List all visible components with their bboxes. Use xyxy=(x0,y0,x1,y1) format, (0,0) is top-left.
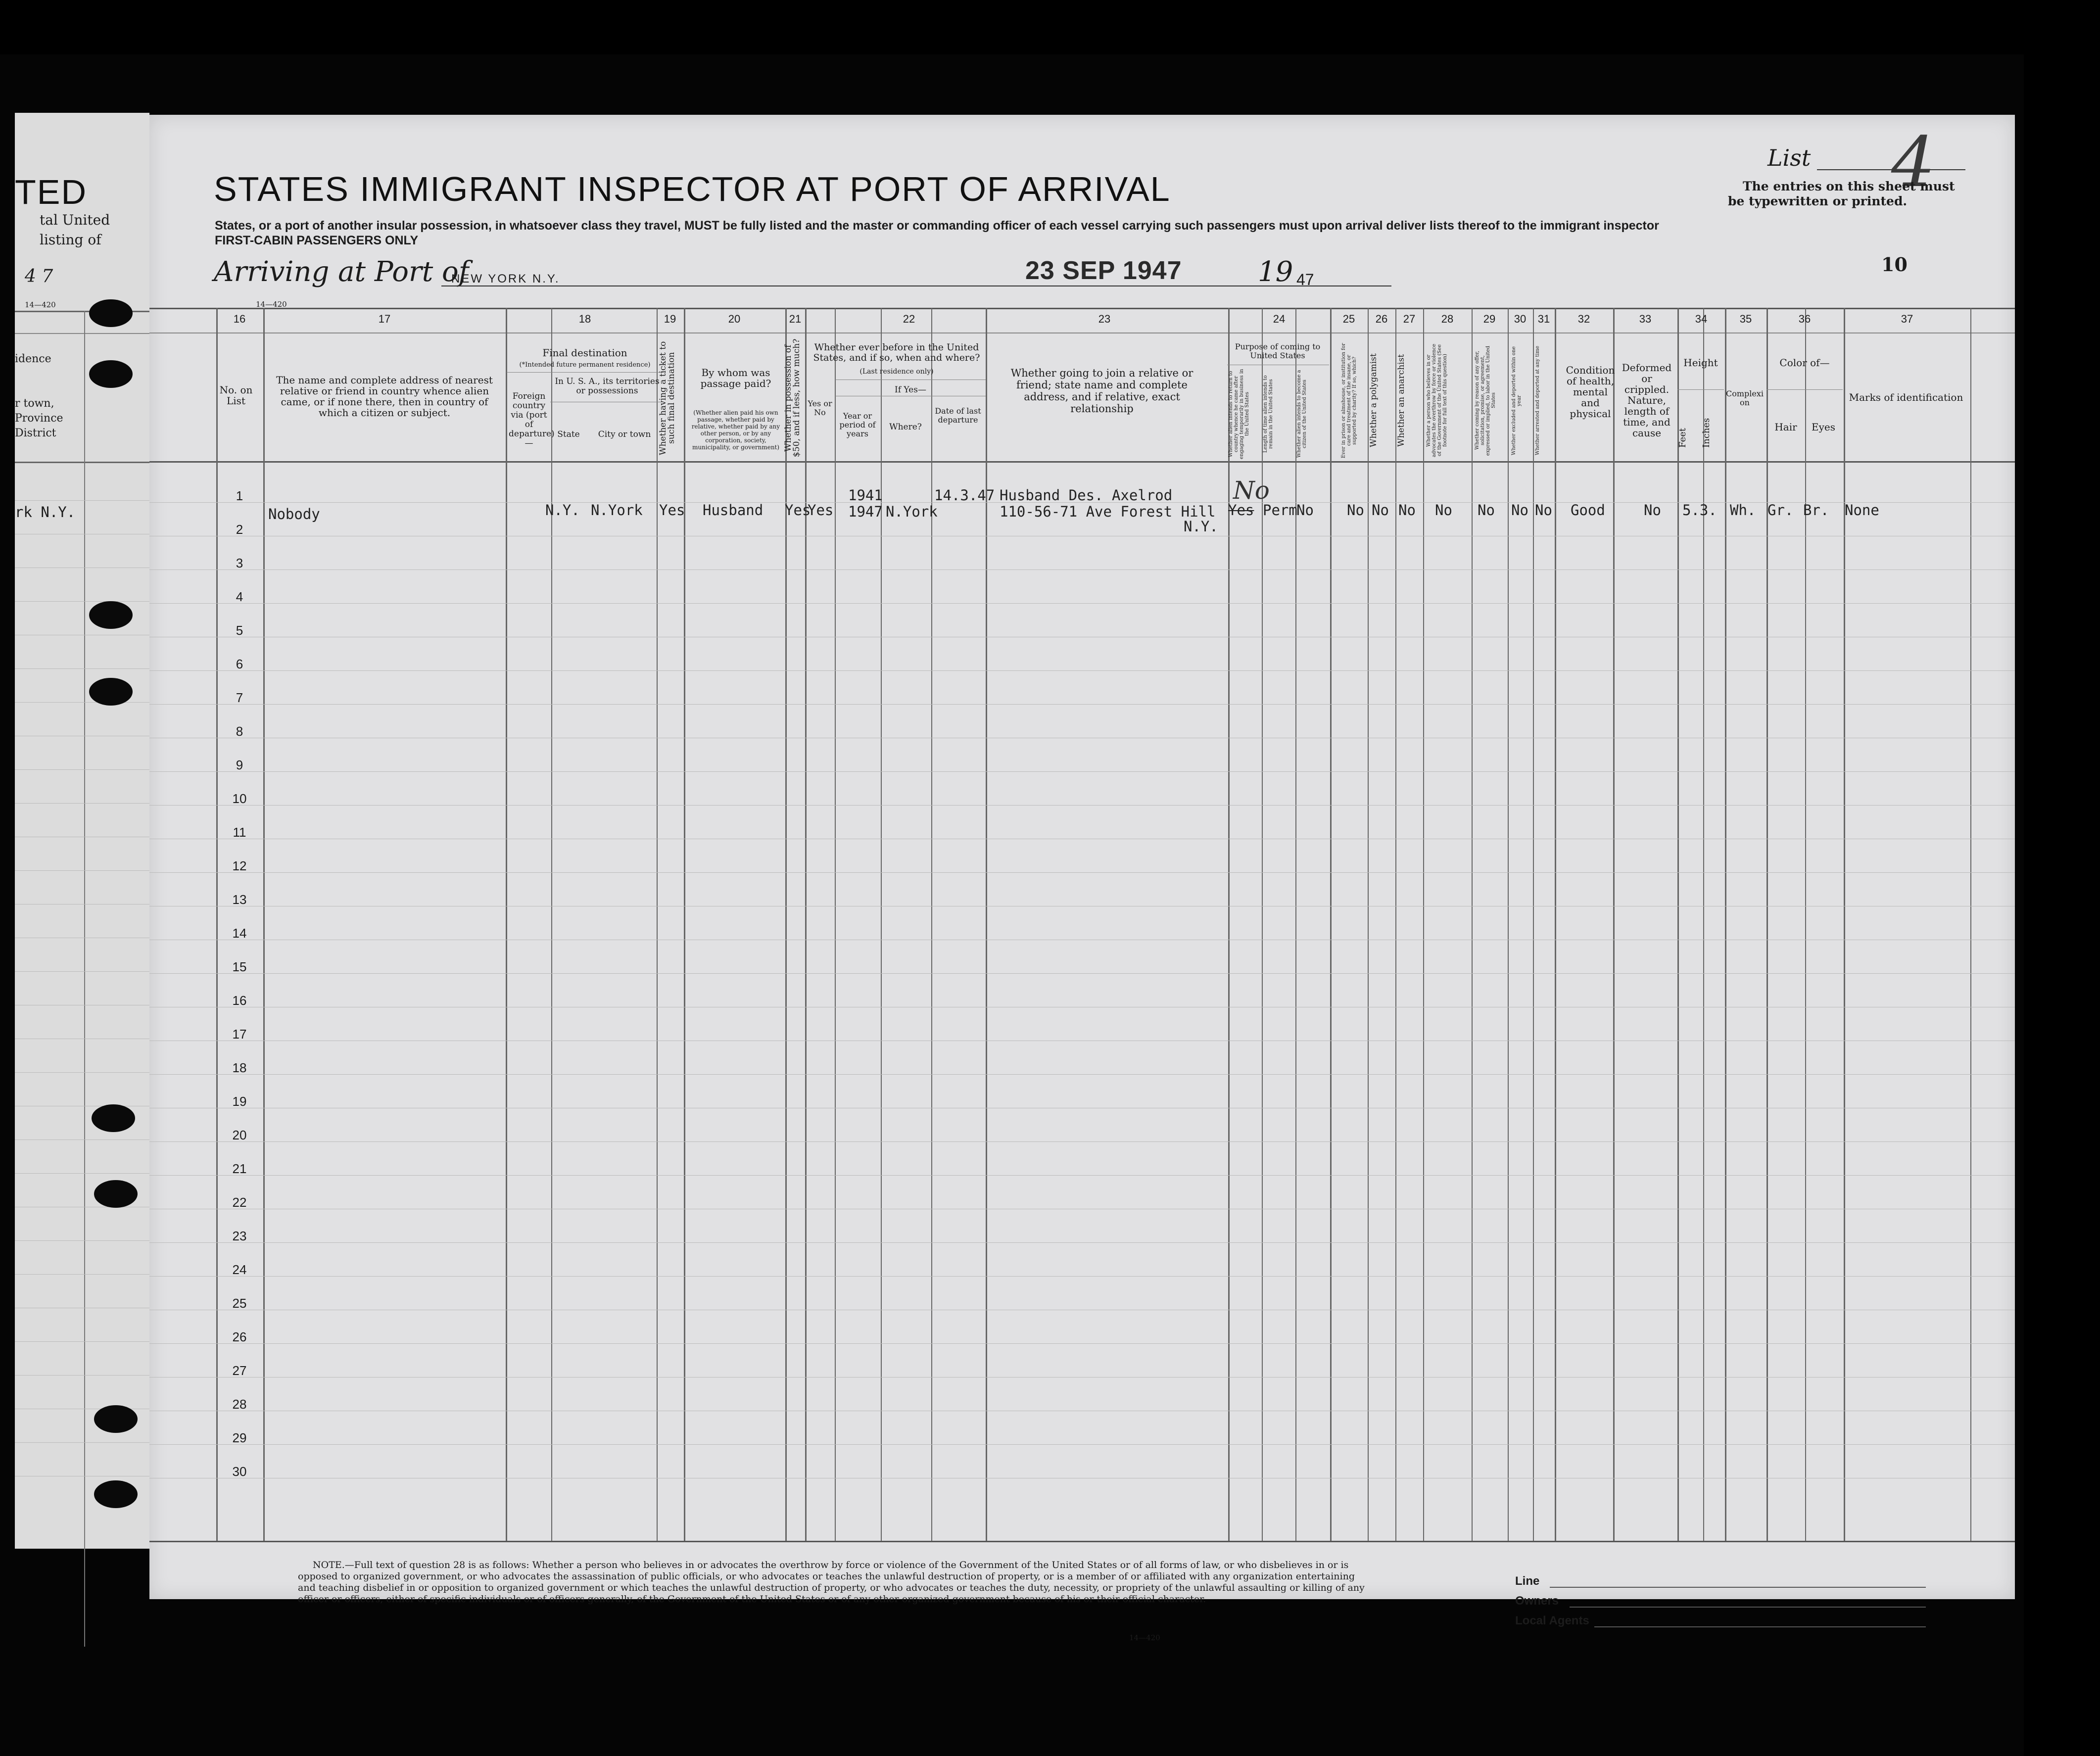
entry-join-line1: Husband Des. Axelrod xyxy=(1000,487,1173,504)
col22-date: Date of last departure xyxy=(935,406,981,425)
table-column-rule xyxy=(805,308,807,1541)
row-number: 8 xyxy=(236,724,243,739)
table-row-rule xyxy=(149,1444,2015,1445)
row-number: 16 xyxy=(232,993,247,1008)
col18-state: State xyxy=(557,429,580,439)
col36-hair: Hair xyxy=(1774,421,1797,433)
row-number: 4 xyxy=(236,589,243,604)
column-number: 16 xyxy=(233,313,246,325)
entry-c28: No xyxy=(1435,502,1452,519)
form-code-top: 14—420 xyxy=(256,300,287,309)
col17-header: The name and complete address of nearest relative or friend in country whence alien came, or if none there, then in country of which a citizen or subject. xyxy=(276,374,493,419)
entry-c29: No xyxy=(1478,502,1495,519)
col24-length: Length of time alien intends to remain in the United States xyxy=(1263,375,1274,453)
left-row-rule xyxy=(15,702,149,703)
binding-punch-hole xyxy=(89,601,133,629)
row-number: 23 xyxy=(232,1229,247,1243)
row-number: 7 xyxy=(236,690,243,705)
col23-header: Whether going to join a relative or friend; state name and complete address, and if relative, exact relationship xyxy=(1010,367,1193,415)
col19-header: Whether having a ticket to such final destination xyxy=(658,341,676,455)
col22-year: Year or period of years xyxy=(839,411,876,438)
col33-header: Deformed or crippled. Nature, length of time, and cause xyxy=(1622,362,1672,439)
list-label: List xyxy=(1767,144,1811,171)
binding-punch-hole xyxy=(89,678,133,706)
table-column-rule xyxy=(1703,308,1704,1541)
table-column-rule xyxy=(551,308,552,1541)
left-heading-fragment: TED xyxy=(15,173,87,211)
entry-hair: Gr. xyxy=(1767,502,1794,519)
left-row-rule xyxy=(15,1341,149,1342)
entry-complexion: Wh. xyxy=(1730,502,1756,519)
table-column-rule xyxy=(1295,308,1296,1541)
left-row-rule xyxy=(15,1072,149,1073)
table-column-rule xyxy=(835,308,836,1541)
row-number: 14 xyxy=(232,926,247,941)
row-number: 24 xyxy=(232,1262,247,1277)
row-number: 21 xyxy=(232,1161,247,1176)
row-number: 27 xyxy=(232,1363,247,1378)
binding-punch-hole xyxy=(94,1180,138,1208)
table-column-rule xyxy=(1423,308,1424,1541)
row-number: 13 xyxy=(232,892,247,907)
table-column-rule xyxy=(1555,308,1556,1541)
col22-title: Whether ever before in the United States, and if so, when and where? xyxy=(813,342,980,363)
year-prefix: 19 xyxy=(1258,256,1293,288)
column-number: 28 xyxy=(1441,313,1454,325)
left-line2: listing of xyxy=(40,232,101,248)
table-row-rule xyxy=(149,1141,2015,1142)
entries-note-line1: The entries on this sheet must xyxy=(1743,179,1955,193)
entry-citizen: No xyxy=(1296,502,1314,519)
table-row-rule xyxy=(149,1343,2015,1344)
left-row-rule xyxy=(15,1139,149,1140)
entry-length-of-stay: Perm xyxy=(1263,502,1297,519)
col36-eyes: Eyes xyxy=(1812,421,1835,433)
column-number: 37 xyxy=(1901,313,1913,325)
row-number: 30 xyxy=(232,1464,247,1479)
column-number: 18 xyxy=(578,313,591,325)
footnote-q28: NOTE.—Full text of question 28 is as follows: Whether a person who believes in or advocates the overthrow by force or violence of the Government of the United States or of all forms of law, or who disbelieves in or is opposed to organized government, or who advocates the assassination of public officials, or who advocates or teaches the unlawful destruction of property, or is a member of or affiliated with any organization entertaining and teaching disbelief in or opposition to organized government or which teaches the unlawful destruction of property, or who advocates or teaches the duty, necessity, or propriety of the unlawful assaulting or killing of any officer or officers, either of specific individuals or of officers generally, of the Government of the United States or of any other organized government because of his or their official character. xyxy=(298,1560,1365,1605)
table-column-rule xyxy=(1508,308,1509,1541)
column-number: 24 xyxy=(1273,313,1286,325)
col22-yesno: Yes or No xyxy=(808,399,832,417)
list-number-handwritten: 4 xyxy=(1891,122,1936,203)
row-number: 22 xyxy=(232,1195,247,1210)
film-frame-top xyxy=(0,0,2100,54)
col31-header: Whether arrested and deported at any time xyxy=(1535,345,1540,456)
arrival-date-stamp: 23 SEP 1947 xyxy=(1025,256,1182,285)
row-number: 19 xyxy=(232,1094,247,1109)
owners-label: Owners xyxy=(1515,1594,1559,1608)
col27-header: Whether an anarchist xyxy=(1396,354,1406,447)
entry-been-before: Yes xyxy=(808,502,834,519)
arriving-label: Arriving at Port of xyxy=(214,256,469,288)
col16-header: No. on List xyxy=(219,384,253,407)
left-form-code: 14—420 xyxy=(25,300,56,309)
table-column-rule xyxy=(684,308,685,1541)
left-row-rule xyxy=(15,601,149,602)
table-column-rule xyxy=(931,308,932,1541)
left-row-rule xyxy=(15,1274,149,1275)
col24-title: Purpose of coming to United States xyxy=(1235,342,1321,360)
col26-header: Whether a polygamist xyxy=(1369,353,1379,448)
col37-header: Marks of identification xyxy=(1849,391,1963,403)
table-column-rule xyxy=(1330,308,1332,1541)
local-agents-label: Local Agents xyxy=(1515,1614,1589,1627)
table-row-rule xyxy=(149,872,2015,873)
entry-where: N.York xyxy=(886,503,938,520)
left-line1: tal United xyxy=(40,212,110,228)
row-number: 15 xyxy=(232,959,247,974)
col34-inches: Inches xyxy=(1701,418,1712,448)
table-column-rule xyxy=(1805,308,1806,1541)
table-column-rule xyxy=(1368,308,1369,1541)
row-number: 2 xyxy=(236,522,243,537)
page-title: STATES IMMIGRANT INSPECTOR AT PORT OF ARRIVAL xyxy=(214,170,1171,208)
column-number: 25 xyxy=(1342,313,1355,325)
table-column-rule xyxy=(216,308,218,1541)
col28-header: Whether a person who believes in or advocates the overthrow by force or violence of the Government of the United States (See footnote for full text of this question) xyxy=(1426,343,1448,458)
entry-join-line3: N.Y. xyxy=(1184,518,1218,535)
entry-height: 5.3. xyxy=(1682,502,1717,519)
col18-foreign: Foreign country via (port of departure)— xyxy=(509,391,555,448)
table-column-rule xyxy=(1533,308,1534,1541)
entry-return-struck: Yes xyxy=(1228,502,1254,519)
left-col-residence: idence xyxy=(15,353,51,365)
col34-feet: Feet xyxy=(1677,427,1688,448)
column-number: 32 xyxy=(1577,313,1590,325)
column-number: 20 xyxy=(728,313,741,325)
table-column-rule xyxy=(1472,308,1473,1541)
left-row-rule xyxy=(15,1442,149,1443)
entry-c26: No xyxy=(1372,502,1389,519)
entry-has-50: Yes xyxy=(785,502,811,519)
row-number: 20 xyxy=(232,1128,247,1142)
entries-note-line2: be typewritten or printed. xyxy=(1728,194,1908,208)
binding-punch-hole xyxy=(94,1480,138,1508)
column-number: 31 xyxy=(1537,313,1550,325)
row-number: 18 xyxy=(232,1060,247,1075)
column-number: 33 xyxy=(1639,313,1652,325)
col29-header: Whether coming by reason of any offer, solicitation, promise, or agreement, expressed or implied, to labor in the United States xyxy=(1475,345,1496,456)
left-col-town: r town, xyxy=(15,397,54,410)
table-column-rule xyxy=(1395,308,1396,1541)
row-number: 17 xyxy=(232,1027,247,1042)
left-row-rule xyxy=(15,1375,149,1376)
left-row-rule xyxy=(15,500,149,501)
col18-city: City or town xyxy=(598,429,651,439)
left-col-province: Province xyxy=(15,412,63,425)
table-row-rule xyxy=(149,670,2015,671)
manifest-sheet xyxy=(149,115,2015,1642)
table-column-rule xyxy=(1844,308,1845,1541)
col35-header: Complexion xyxy=(1725,389,1764,407)
entry-state: N.Y. xyxy=(545,502,580,519)
col36-title: Color of— xyxy=(1779,357,1830,369)
table-column-rule xyxy=(785,308,787,1541)
row-number: 29 xyxy=(232,1430,247,1445)
row-number: 12 xyxy=(232,858,247,873)
column-number: 19 xyxy=(664,313,676,325)
col30-header: Whether excluded and deported within one year xyxy=(1511,346,1522,455)
column-number: 17 xyxy=(378,313,391,325)
table-row-rule xyxy=(149,704,2015,705)
row-number: 5 xyxy=(236,623,243,638)
row-number: 6 xyxy=(236,657,243,671)
column-number: 27 xyxy=(1403,313,1416,325)
table-row-rule xyxy=(149,771,2015,772)
column-number: 30 xyxy=(1514,313,1527,325)
binding-punch-hole xyxy=(89,299,133,327)
entry-ticket: Yes xyxy=(659,502,685,519)
column-number: 35 xyxy=(1739,313,1752,325)
col18-usa: In U. S. A., its territories or possessions xyxy=(555,377,660,396)
entry-eyes: Br. xyxy=(1803,502,1829,519)
left-row1-value: rk N.Y. xyxy=(15,504,76,521)
port-of-arrival: NEW YORK N.Y. xyxy=(451,272,560,285)
col34-title: Height xyxy=(1683,357,1718,369)
row-number: 25 xyxy=(232,1296,247,1311)
table-row-rule xyxy=(149,1276,2015,1277)
column-number: 36 xyxy=(1798,313,1811,325)
entry-deformed: No xyxy=(1644,502,1661,519)
row-number: 28 xyxy=(232,1397,247,1412)
entry-year-2: 1947 xyxy=(848,503,883,520)
left-row-rule xyxy=(15,803,149,804)
left-row-rule xyxy=(15,1173,149,1174)
col25-header: Ever in prison or almshouse, or institution for care and treatment of the insane, or supported by charity? If so, which? xyxy=(1341,343,1357,458)
entry-marks: None xyxy=(1845,502,1879,519)
row-number: 9 xyxy=(236,758,243,772)
column-number: 29 xyxy=(1483,313,1496,325)
left-row-rule xyxy=(15,769,149,770)
row-number: 3 xyxy=(236,556,243,570)
entry-passage-paid-by: Husband xyxy=(703,502,764,519)
left-row-rule xyxy=(15,668,149,669)
col20-title: By whom was passage paid? xyxy=(700,367,771,389)
entry-c27: No xyxy=(1398,502,1416,519)
left-year-fragment: 4 7 xyxy=(25,266,53,286)
entry-return-handwritten: No xyxy=(1233,476,1270,505)
entry-c25: No xyxy=(1347,502,1364,519)
film-frame-right xyxy=(2024,0,2100,1756)
row-number: 11 xyxy=(233,825,246,840)
column-number: 21 xyxy=(789,313,802,325)
table-row-rule xyxy=(149,805,2015,806)
col22-ifyes: If Yes— xyxy=(895,385,926,395)
entry-c31: No xyxy=(1535,502,1552,519)
col24-citizen: Whether alien intends to become a citizen of the United States xyxy=(1296,370,1307,458)
table-column-rule xyxy=(506,308,507,1541)
col22-where: Where? xyxy=(889,422,922,432)
col18-note: (*Intended future permanent residence) xyxy=(519,361,651,369)
table-column-rule xyxy=(1725,308,1726,1541)
left-col-district: District xyxy=(15,427,56,439)
table-column-rule xyxy=(657,308,658,1541)
entry-health: Good xyxy=(1571,502,1605,519)
entry-c30: No xyxy=(1511,502,1528,519)
table-row-rule xyxy=(149,603,2015,604)
binding-punch-hole xyxy=(94,1405,138,1433)
column-number: 34 xyxy=(1695,313,1708,325)
table-column-rule xyxy=(263,308,265,1541)
left-row-rule xyxy=(15,971,149,972)
line-label: Line xyxy=(1515,1574,1540,1588)
page-number: 10 xyxy=(1881,253,1908,276)
entry-join-line2: 110-56-71 Ave Forest Hill xyxy=(1000,503,1216,520)
entry-last-departure: 14.3.47 xyxy=(934,487,995,504)
table-row-rule xyxy=(149,1175,2015,1176)
table-column-rule xyxy=(1677,308,1679,1541)
column-number: 22 xyxy=(903,313,915,325)
table-row-rule xyxy=(149,973,2015,974)
header-subtitle-line1: States, or a port of another insular possession, in whatsoever class they travel, MUST be fully listed and the master or commanding officer of each vessel carrying such passengers must upon arrival deliver lists thereof to the immigrant inspector xyxy=(215,219,1659,233)
col32-header: Condition of health, mental and physical xyxy=(1566,364,1615,420)
column-number: 26 xyxy=(1375,313,1388,325)
table-row-rule xyxy=(149,1242,2015,1243)
table-row-rule xyxy=(149,1074,2015,1075)
entry-relative: Nobody xyxy=(268,506,320,522)
table-column-rule xyxy=(1766,308,1768,1541)
form-code-bottom: 14—420 xyxy=(1129,1633,1160,1642)
table-column-rule xyxy=(1228,308,1230,1541)
left-row-rule xyxy=(15,870,149,871)
year-suffix: 47 xyxy=(1296,271,1314,288)
col18-title: Final destination xyxy=(542,347,627,359)
left-row-rule xyxy=(15,1240,149,1241)
col20-note: (Whether alien paid his own passage, whether paid by relative, whether paid by any other person, or by any corporation, society, municipality, or government) xyxy=(691,409,780,451)
column-number: 23 xyxy=(1098,313,1111,325)
left-page-fragment xyxy=(15,113,149,1549)
col21-header: Whether in possession of $50, and if less, how much? xyxy=(783,338,802,458)
entry-city: N.York xyxy=(591,502,643,519)
row-number: 26 xyxy=(232,1329,247,1344)
table-column-rule xyxy=(1613,308,1615,1541)
entry-year-1: 1941 xyxy=(848,487,883,504)
col22-note: (Last residence only) xyxy=(859,368,934,376)
row-number: 1 xyxy=(236,488,243,503)
table-column-rule xyxy=(1970,308,1971,1541)
binding-punch-hole xyxy=(89,360,133,388)
binding-punch-hole xyxy=(92,1104,135,1132)
row-number: 10 xyxy=(232,791,247,806)
col24-return: Whether alien intends to return to country whence he came after engaging temporarily in business in the United States xyxy=(1228,369,1250,459)
header-subtitle-line2: FIRST-CABIN PASSENGERS ONLY xyxy=(215,234,419,247)
